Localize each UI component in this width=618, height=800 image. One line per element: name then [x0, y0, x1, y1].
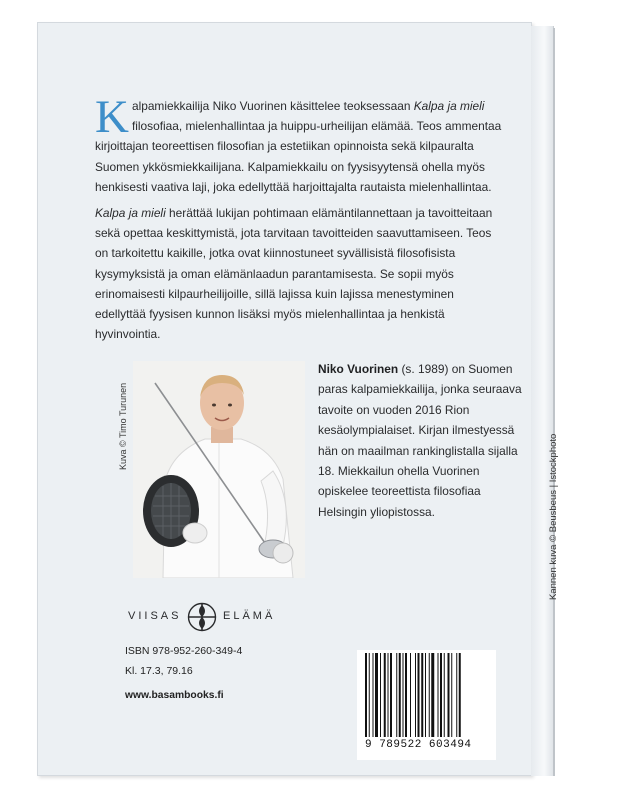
description-paragraph-2: [95, 203, 507, 344]
barcode-bar: [456, 653, 457, 737]
author-bio-text: (s. 1989) on Suomen paras kalpamiekkailija, jonka seuraava tavoite on vuoden 2016 Rion kesäolympialaiset. Kirjan ilmestyessä hän on maailman rankinglistalla sijalla 18. Miekkailun ohella Vuorinen opiskelee teoreettista filosofiaa Helsingin yliopistossa.: [318, 362, 522, 519]
publisher-word-left: VIISAS: [128, 610, 182, 622]
barcode-bar: [425, 653, 426, 737]
classification-text: Kl. 17.3, 79.16: [125, 665, 193, 677]
barcode-bar: [444, 653, 445, 737]
author-bio: [318, 359, 523, 522]
barcode-bar: [410, 653, 411, 737]
barcode-bar: [365, 653, 367, 737]
barcode-bar: [431, 653, 434, 737]
publisher-word-right: ELÄMÄ: [223, 610, 276, 622]
barcode-bar: [399, 653, 401, 737]
barcode: [357, 650, 496, 760]
publisher-emblem-icon: [187, 602, 217, 632]
barcode-bar: [369, 653, 370, 737]
barcode-bar: [448, 653, 450, 737]
paragraph1-text-a: alpamiekkailija Niko Vuorinen käsittelee teoksessaan: [131, 99, 414, 113]
publisher-website: www.basambooks.fi: [125, 690, 224, 701]
cover-credit: Kannen kuva © Beusbeus | Istockphoto: [548, 433, 559, 600]
book-title-inline-2: Kalpa ja mieli: [95, 206, 166, 220]
paragraph1-text-b: filosofiaa, mielenhallintaa ja huippu-urheilijan elämää. Teos ammentaa kirjoittajan teoreettisen filosofian ja estetiikan opinnoista sekä kilpauralta Suomen ykkösmiekkailijana. Kalpamiekkailu on fyysisyytensä ohella myös henkisesti vaativa laji, joka edellyttää harjoittajalta rautaista mielenhallintaa.: [95, 119, 502, 194]
barcode-bar: [380, 653, 381, 737]
barcode-number: 9 789522 603494: [365, 739, 472, 751]
barcode-bar: [375, 653, 378, 737]
book-spine: [531, 26, 554, 776]
paragraph2-text: herättää lukijan pohtimaan elämäntilannettaan ja tavoitteitaan sekä opettaa keskittymistä, jota tarvitaan tavoitteiden saavuttamiseen. Teos on tarkoitettu kaikille, jotka ovat kiinnostuneet syvällisistä filosofisista kysymyksistä ja oman elämänlaadun parantamisesta. Se sopii myös erinomaisesti kilpaurheilijoille, sillä lajissa kuin lajissa menestyminen edellyttää fyysisen kunnon lisäksi myös mielenhallintaa ja henkistä hyvinvointia.: [95, 206, 493, 342]
barcode-bar: [429, 653, 430, 737]
barcode-bar: [384, 653, 386, 737]
isbn-text: ISBN 978-952-260-349-4: [125, 645, 243, 657]
barcode-bar: [396, 653, 397, 737]
author-photo: [133, 361, 305, 578]
barcode-bar: [403, 653, 404, 737]
barcode-bar: [373, 653, 374, 737]
book-title-inline: Kalpa ja mieli: [413, 99, 485, 113]
barcode-bar: [459, 653, 461, 737]
description-paragraph-1: [95, 91, 507, 197]
barcode-bar: [388, 653, 389, 737]
spine-edge: [553, 28, 555, 776]
drop-cap: K: [95, 91, 129, 143]
barcode-bars: [365, 653, 488, 739]
barcode-bar: [405, 653, 407, 737]
barcode-bar: [421, 653, 423, 737]
fencer-illustration: [133, 361, 305, 578]
barcode-bar: [438, 653, 439, 737]
publisher-logo: [128, 602, 278, 634]
barcode-bar: [418, 653, 420, 737]
barcode-bar: [415, 653, 416, 737]
author-name: Niko Vuorinen: [318, 362, 399, 376]
barcode-bar: [440, 653, 442, 737]
barcode-bar: [451, 653, 452, 737]
barcode-bar: [390, 653, 392, 737]
photo-credit: Kuva © Timo Turunen: [118, 382, 128, 470]
